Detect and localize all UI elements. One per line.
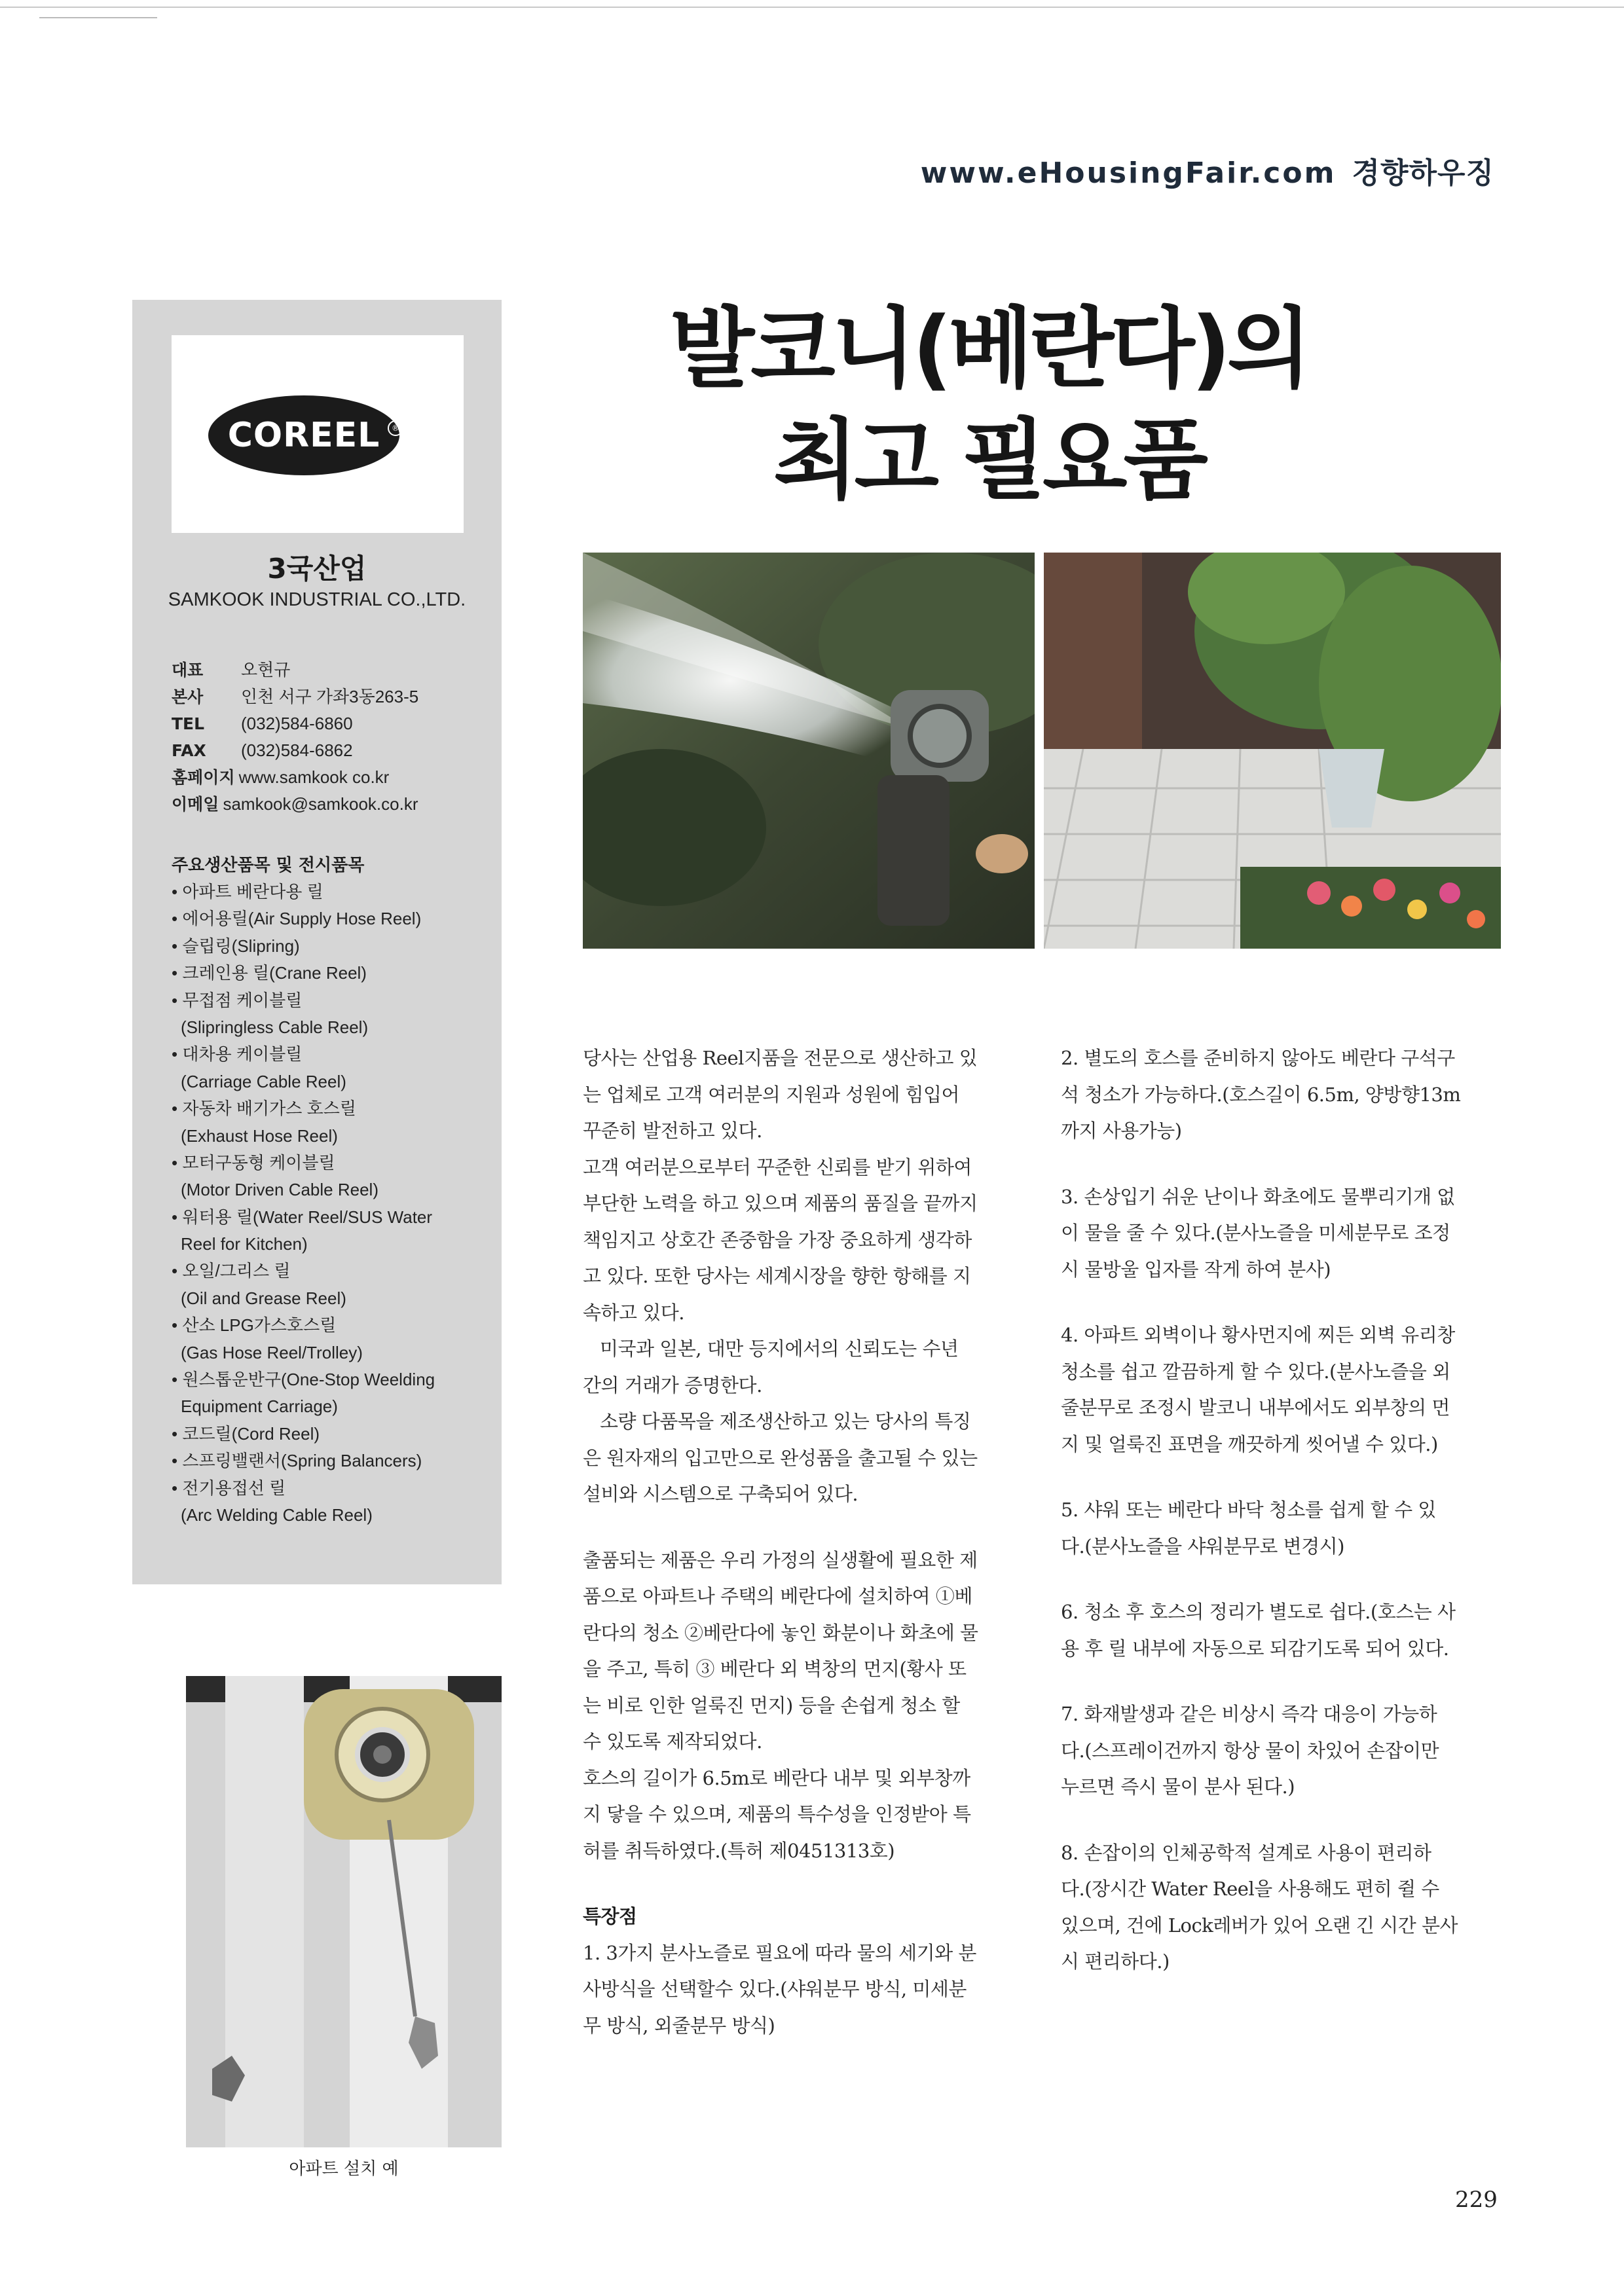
product-item: • 자동차 배기가스 호스릴 <box>172 1099 356 1119</box>
article-title <box>557 293 1421 516</box>
body-line: 부단한 노력을 하고 있으며 제품의 품질을 끝까지 <box>583 1192 978 1214</box>
product-item: Equipment Carriage) <box>181 1396 338 1417</box>
info-row-email <box>172 791 492 818</box>
body-line: 석 청소가 가능하다.(호스길이 6.5m, 양방향13m <box>1061 1083 1461 1106</box>
info-label: 대표 <box>172 661 204 680</box>
header-site: www.eHousingFair.com <box>920 156 1337 190</box>
running-header <box>921 149 1494 191</box>
body-line: 책임지고 상호간 존중함을 가장 중요하게 생각하 <box>583 1228 972 1251</box>
body-line: 무 방식, 외줄분무 방식) <box>583 2014 775 2037</box>
body-line: 간의 거래가 증명한다. <box>583 1374 762 1396</box>
title-line-2: 최고 필요품 <box>773 409 1204 511</box>
body-column-left <box>583 1040 1028 2044</box>
body-line: 미국과 일본, 대만 등지에서의 신뢰도는 수년 <box>600 1338 959 1360</box>
body-line: 청소를 쉽고 깔끔하게 할 수 있다.(분사노즐을 외 <box>1061 1360 1450 1383</box>
body-line: 시 편리하다.) <box>1061 1950 1170 1973</box>
balcony-illustration <box>1044 553 1501 949</box>
registered-mark-icon: ® <box>388 420 403 436</box>
product-item: • 산소 LPG가스호스릴 <box>172 1315 337 1336</box>
photo-caption: 아파트 설치 예 <box>289 2159 399 2179</box>
info-value: (032)584-6860 <box>241 714 353 733</box>
logo-text: COREEL <box>227 416 380 455</box>
reel-install-photo <box>186 1676 502 2147</box>
info-row-office <box>172 683 492 710</box>
body-line: 은 원자재의 입고만으로 완성품을 출고될 수 있는 <box>583 1446 978 1469</box>
info-label: FAX <box>172 741 206 760</box>
body-line: 7. 화재발생과 같은 비상시 즉각 대응이 가능하 <box>1061 1703 1437 1725</box>
body-line: 있으며, 건에 Lock레버가 있어 오랜 긴 시간 분사 <box>1061 1914 1458 1937</box>
product-item: • 모터구동형 케이블릴 <box>172 1152 335 1173</box>
products-title: 주요생산품목 및 전시품목 <box>172 856 365 875</box>
header-brand: 경향하우징 <box>1352 156 1494 190</box>
paragraph-gap <box>583 1869 1028 1899</box>
product-item: (Oil and Grease Reel) <box>181 1288 346 1308</box>
product-item: • 대차용 케이블릴 <box>172 1044 303 1065</box>
body-line: 시 물방울 입자를 작게 하여 분사) <box>1061 1258 1331 1281</box>
body-line: 고 있다. 또한 당사는 세계시장을 향한 항해를 지 <box>583 1265 971 1287</box>
body-line: 사방식을 선택할수 있다.(샤워분무 방식, 미세분 <box>583 1978 967 2000</box>
info-label: 홈페이지 <box>172 768 235 787</box>
info-label: TEL <box>172 714 205 733</box>
body-line: 품으로 아파트나 주택의 베란다에 설치하여 ①베 <box>583 1585 972 1607</box>
body-line: 지 닿을 수 있으며, 제품의 특수성을 인정받아 특 <box>583 1803 971 1825</box>
paragraph-gap <box>1061 1667 1506 1696</box>
info-row-homepage <box>172 764 492 791</box>
balcony-photo <box>1044 553 1501 949</box>
reel-install-illustration <box>186 1676 502 2147</box>
spray-illustration <box>583 553 1035 949</box>
product-item: • 원스톱운반구(One-Stop Weelding <box>172 1370 435 1390</box>
info-value: 인천 서구 가좌3동263-5 <box>241 687 419 706</box>
paragraph-gap <box>1061 1565 1506 1594</box>
product-item: (Slipringless Cable Reel) <box>181 1017 369 1037</box>
product-item: Reel for Kitchen) <box>181 1234 308 1254</box>
title-line-1: 발코니(베란다)의 <box>669 298 1308 400</box>
body-line: 다.(스프레이건까지 항상 물이 차있어 손잡이만 <box>1061 1739 1439 1762</box>
product-item: • 워터용 릴(Water Reel/SUS Water <box>172 1207 433 1227</box>
product-item: (Exhaust Hose Reel) <box>181 1125 338 1146</box>
body-line: 는 업체로 고객 여러분의 지원과 성원에 힘입어 <box>583 1083 960 1106</box>
body-line: 출품되는 제품은 우리 가정의 실생활에 필요한 제 <box>583 1548 978 1571</box>
body-line: 이 물을 줄 수 있다.(분사노즐을 미세분무로 조정 <box>1061 1222 1450 1244</box>
product-item: (Arc Welding Cable Reel) <box>181 1504 373 1525</box>
body-line: 누르면 즉시 물이 분사 된다.) <box>1061 1776 1295 1798</box>
products-list <box>172 879 492 1529</box>
spray-photo <box>583 553 1035 949</box>
top-rule-short <box>39 17 157 18</box>
body-line: 당사는 산업용 Reel지품을 전문으로 생산하고 있 <box>583 1047 978 1069</box>
product-item: (Motor Driven Cable Reel) <box>181 1180 378 1200</box>
body-column-right <box>1061 1040 1506 1980</box>
product-item: • 스프링밸랜서(Spring Balancers) <box>172 1451 422 1471</box>
product-item: (Carriage Cable Reel) <box>181 1071 346 1091</box>
info-value: www.samkook co.kr <box>238 767 390 787</box>
body-line: 수 있도록 제작되었다. <box>583 1730 762 1753</box>
company-name: 3국산업 <box>267 553 367 585</box>
product-item: • 코드릴(Cord Reel) <box>172 1423 320 1444</box>
paragraph-gap <box>1061 1150 1506 1179</box>
body-line: 설비와 시스템으로 구축되어 있다. <box>583 1483 858 1505</box>
body-line: 소량 다품목을 제조생산하고 있는 당사의 특징 <box>600 1410 971 1432</box>
info-row-ceo <box>172 657 492 683</box>
info-value: samkook@samkook.co.kr <box>223 794 418 814</box>
body-line: 지 및 얼룩진 표면을 깨끗하게 씻어낼 수 있다.) <box>1061 1432 1438 1455</box>
product-item: • 아파트 베란다용 릴 <box>172 882 323 902</box>
product-item: • 슬립링(Slipring) <box>172 936 300 956</box>
body-line: 1. 3가지 분사노즐로 필요에 따라 물의 세기와 분 <box>583 1941 976 1964</box>
info-row-tel <box>172 710 492 737</box>
body-line: 속하고 있다. <box>583 1301 685 1324</box>
body-line: 6. 청소 후 호스의 정리가 별도로 쉽다.(호스는 사 <box>1061 1601 1456 1623</box>
product-item: • 오일/그리스 릴 <box>172 1261 291 1281</box>
company-info <box>172 657 492 818</box>
product-item: • 에어용릴(Air Supply Hose Reel) <box>172 909 422 929</box>
body-line: 호스의 길이가 6.5m로 베란다 내부 및 외부창까 <box>583 1766 970 1789</box>
product-item: • 무접점 케이블릴 <box>172 990 303 1010</box>
top-rule <box>0 7 1624 8</box>
product-item: • 크레인용 릴(Crane Reel) <box>172 963 367 983</box>
body-line: 허를 취득하였다.(특허 제0451313호) <box>583 1839 895 1862</box>
paragraph-gap <box>583 1513 1028 1542</box>
info-value: (032)584-6862 <box>241 740 353 760</box>
info-label: 본사 <box>172 687 204 706</box>
features-heading: 특장점 <box>583 1905 637 1927</box>
body-line: 4. 아파트 외벽이나 황사먼지에 찌든 외벽 유리창 <box>1061 1324 1455 1346</box>
product-item: • 전기용접선 릴 <box>172 1478 286 1498</box>
body-line: 을 주고, 특히 ③ 베란다 외 벽창의 먼지(황사 또 <box>583 1658 967 1680</box>
info-row-fax <box>172 737 492 764</box>
body-line: 2. 별도의 호스를 준비하지 않아도 베란다 구석구 <box>1061 1047 1455 1069</box>
company-english-name: SAMKOOK INDUSTRIAL CO.,LTD. <box>168 589 466 610</box>
paragraph-gap <box>1061 1288 1506 1317</box>
page-number: 229 <box>1455 2187 1498 2213</box>
paragraph-gap <box>1061 1463 1506 1492</box>
body-line: 다.(분사노즐을 샤워분무로 변경시) <box>1061 1535 1344 1558</box>
body-line: 3. 손상입기 쉬운 난이나 화초에도 물뿌리기개 없 <box>1061 1185 1455 1208</box>
body-line: 5. 샤워 또는 베란다 바닥 청소를 쉽게 할 수 있 <box>1061 1499 1436 1521</box>
body-line: 줄분무로 조정시 발코니 내부에서도 외부창의 먼 <box>1061 1396 1450 1419</box>
body-line: 는 비로 인한 얼룩진 먼지) 등을 손쉽게 청소 할 <box>583 1694 960 1717</box>
body-line: 다.(장시간 Water Reel을 사용해도 편히 쥘 수 <box>1061 1878 1439 1900</box>
body-line: 란다의 청소 ②베란다에 놓인 화분이나 화초에 물 <box>583 1621 978 1644</box>
product-item: (Gas Hose Reel/Trolley) <box>181 1342 363 1362</box>
info-label: 이메일 <box>172 795 219 814</box>
info-value: 오현규 <box>241 660 291 680</box>
body-line: 까지 사용가능) <box>1061 1120 1182 1142</box>
body-line: 8. 손잡이의 인체공학적 설계로 사용이 편리하 <box>1061 1841 1431 1864</box>
body-line: 고객 여러분으로부터 꾸준한 신뢰를 받기 위하여 <box>583 1156 972 1178</box>
body-line: 용 후 릴 내부에 자동으로 되감기도록 되어 있다. <box>1061 1637 1449 1660</box>
body-line: 꾸준히 발전하고 있다. <box>583 1120 762 1142</box>
paragraph-gap <box>1061 1806 1506 1835</box>
